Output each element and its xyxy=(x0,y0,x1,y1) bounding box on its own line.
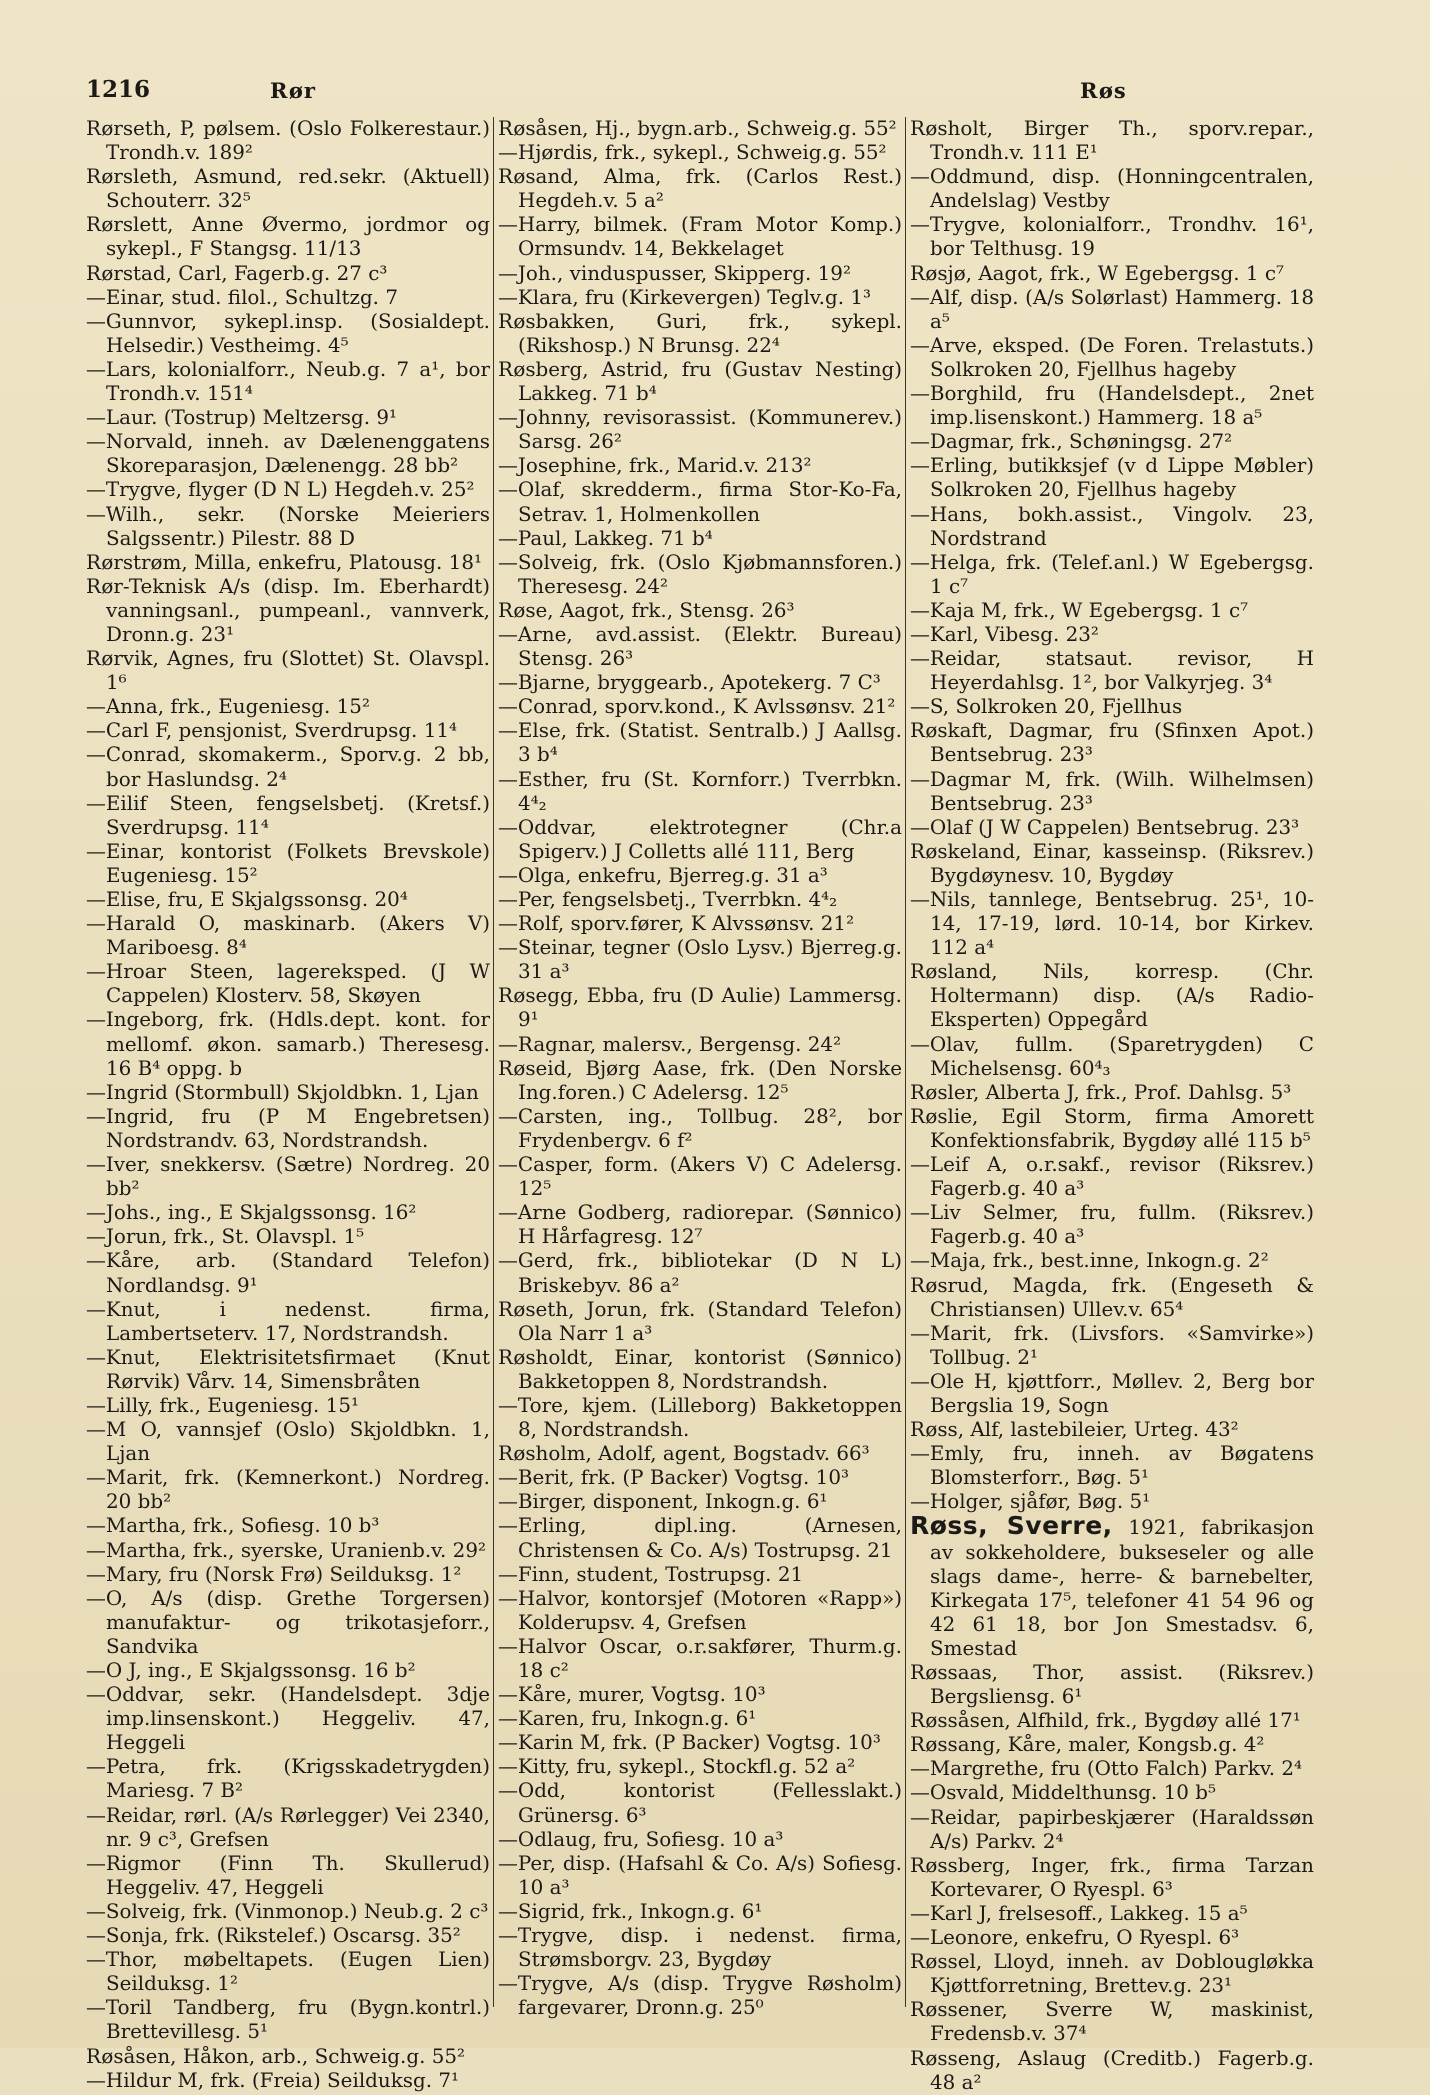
directory-entry: —Reidar, rørl. (A/s Rørlegger) Vei 2340, nr. 9 c³, Grefsen xyxy=(86,1803,490,1851)
directory-entry: —Martha, frk., syerske, Uranienb.v. 29² xyxy=(86,1538,486,1562)
directory-entry: —Johnny, revisorassist. (Kommunerev.) Sarsg. 26² xyxy=(498,406,902,454)
directory-entry: Røsland, Nils, korresp. (Chr. Holtermann) disp. (A/s Radio-Eksperten) Oppegård xyxy=(910,960,1314,1032)
directory-entry: —Einar, stud. filol., Schultzg. 7 xyxy=(86,285,398,309)
directory-entry: Rør-Teknisk A/s (disp. Im. Eberhardt) vanningsanl., pumpeanl., vannverk, Dronn.g. 23¹ xyxy=(86,574,490,646)
column-2 xyxy=(498,117,902,2022)
directory-entry: —Per, fengselsbetj., Tverrbkn. 4⁴₂ xyxy=(498,888,838,911)
directory-entry: —Eilif Steen, fengselsbetj. (Kretsf.) Sverdrupsg. 11⁴ xyxy=(86,791,490,839)
directory-entry: —Carsten, ing., Tollbug. 28², bor Frydenbergv. 6 f² xyxy=(498,1104,902,1152)
directory-entry: —Bjarne, bryggearb., Apotekerg. 7 C³ xyxy=(498,671,881,695)
directory-entry: —Dagmar, frk., Schøningsg. 27² xyxy=(910,430,1233,454)
highlighted-name: Røss, Sverre, xyxy=(910,1511,1113,1541)
directory-entry: Røsbakken, Guri, frk., sykepl. (Rikshosp.) N Brunsg. 22⁴ xyxy=(498,309,902,357)
directory-entry: —Knut, i nedenst. firma, Lambertseterv. 17, Nordstrandsh. xyxy=(86,1297,490,1345)
directory-entry: Røsseng, Aslaug (Creditb.) Fagerb.g. 48 a² xyxy=(910,2046,1314,2094)
column-divider xyxy=(493,117,494,2007)
directory-entry: —Rigmor (Finn Th. Skullerud) Heggeliv. 47, Heggeli xyxy=(86,1851,490,1899)
directory-entry: —Harry, bilmek. (Fram Motor Komp.) Ormsundv. 14, Bekkelaget xyxy=(498,213,902,261)
directory-entry: —Erling, dipl.ing. (Arnesen, Christensen & Co. A/s) Tostrupsg. 21 xyxy=(498,1514,902,1562)
directory-entry: —Liv Selmer, fru, fullm. (Riksrev.) Fagerb.g. 40 a³ xyxy=(910,1201,1314,1249)
directory-entry: Røss, Alf, lastebileier, Urteg. 43² xyxy=(910,1418,1239,1442)
directory-entry: —Klara, fru (Kirkevergen) Teglv.g. 1³ xyxy=(498,285,872,309)
directory-entry: —Olaf (J W Cappelen) Bentsebrug. 23³ xyxy=(910,815,1300,839)
directory-entry: —Toril Tandberg, fru (Bygn.kontrl.) Brettevillesg. 5¹ xyxy=(86,1996,490,2044)
directory-entry: —Finn, student, Tostrupsg. 21 xyxy=(498,1562,804,1586)
directory-entry: Røsjø, Aagot, frk., W Egebergsg. 1 c⁷ xyxy=(910,261,1284,285)
directory-entry: —Arne, avd.assist. (Elektr. Bureau) Stensg. 26³ xyxy=(498,622,902,671)
directory-entry: Røsler, Alberta J, frk., Prof. Dahlsg. 5³ xyxy=(910,1080,1292,1104)
directory-entry: —Arne Godberg, radiorepar. (Sønnico) H Hårfagresg. 12⁷ xyxy=(498,1201,902,1249)
directory-entry: —Harald O, maskinarb. (Akers V) Mariboesg. 8⁴ xyxy=(86,912,490,960)
directory-entry: —Kitty, fru, sykepl., Stockfl.g. 52 a² xyxy=(498,1755,856,1779)
directory-entry: —Sonja, frk. (Rikstelef.) Oscarsg. 35² xyxy=(86,1924,461,1948)
directory-entry: —Norvald, inneh. av Dælenenggatens Skoreparasjon, Dælenengg. 28 bb² xyxy=(86,430,490,478)
directory-entry: Røssberg, Inger, frk., firma Tarzan Kortevarer, O Ryespl. 6³ xyxy=(910,1853,1314,1901)
directory-entry: —Marit, frk. (Kemnerkont.) Nordreg. 20 bb² xyxy=(86,1466,490,1514)
directory-entry: —Josephine, frk., Marid.v. 213² xyxy=(498,454,812,478)
directory-entry: —Conrad, sporv.kond., K Avlssønsv. 21² xyxy=(498,695,896,719)
directory-entry: —Kåre, arb. (Standard Telefon) Nordlandsg. 9¹ xyxy=(86,1249,490,1297)
directory-entry: —Oddmund, disp. (Honningcentralen, Andelslag) Vestby xyxy=(910,165,1314,213)
column-divider xyxy=(905,117,906,2007)
directory-entry: —Paul, Lakkeg. 71 b⁴ xyxy=(498,526,713,550)
directory-entry: —Tore, kjem. (Lilleborg) Bakketoppen 8, Nordstrandsh. xyxy=(498,1393,902,1442)
directory-entry: —Ragnar, malersv., Bergensg. 24² xyxy=(498,1032,842,1056)
directory-entry: —Ole H, kjøttforr., Møllev. 2, Berg bor Bergslia 19, Sogn xyxy=(910,1369,1314,1417)
directory-entry: —Halvor, kontorsjef (Motoren «Rapp») Kolderupsv. 4, Grefsen xyxy=(498,1586,902,1634)
directory-entry: Røseid, Bjørg Aase, frk. (Den Norske Ing.foren.) C Adelersg. 12⁵ xyxy=(498,1056,902,1104)
directory-entry: —Holger, sjåfør, Bøg. 5¹ xyxy=(910,1490,1151,1514)
directory-entry: —Karl, Vibesg. 23² xyxy=(910,622,1099,646)
directory-entry: —Rolf, sporv.fører, K Alvssønsv. 21² xyxy=(498,912,855,936)
directory-entry: —Reidar, papirbeskjærer (Haraldssøn A/s) Parkv. 2⁴ xyxy=(910,1805,1314,1853)
column-3 xyxy=(910,117,1315,2094)
directory-entry: —Leonore, enkefru, O Ryespl. 6³ xyxy=(910,1926,1240,1950)
directory-entry: —Gunnvor, sykepl.insp. (Sosialdept. Helsedir.) Vestheimg. 4⁵ xyxy=(86,309,490,357)
directory-entry xyxy=(910,1511,1315,1661)
directory-entry: —Anna, frk., Eugeniesg. 15² xyxy=(86,695,370,719)
directory-entry: Røskeland, Einar, kasseinsp. (Riksrev.) Bygdøynesv. 10, Bygdøy xyxy=(910,839,1314,887)
directory-entry: —Halvor Oscar, o.r.sakfører, Thurm.g. 18 c² xyxy=(498,1634,902,1682)
directory-entry: Røssel, Lloyd, inneh. av Doblougløkka Kjøttforretning, Brettev.g. 23¹ xyxy=(910,1950,1314,1998)
directory-entry: —Olga, enkefru, Bjerreg.g. 31 a³ xyxy=(498,863,828,887)
column-1 xyxy=(86,117,490,2092)
directory-entry: —O J, ing., E Skjalgssonsg. 16 b² xyxy=(86,1659,416,1682)
directory-entry: Røssener, Sverre W, maskinist, Fredensb.v. 37⁴ xyxy=(910,1998,1314,2046)
directory-entry: —Osvald, Middelthunsg. 10 b⁵ xyxy=(910,1781,1216,1805)
directory-entry: —Casper, form. (Akers V) C Adelersg. 12⁵ xyxy=(498,1153,902,1201)
directory-entry: Rørseth, P, pølsem. (Oslo Folkerestaur.) Trondh.v. 189² xyxy=(86,117,490,165)
directory-entry: —Borghild, fru (Handelsdept., 2net imp.lisenskont.) Hammerg. 18 a⁵ xyxy=(910,382,1314,430)
directory-entry: —Oddvar, sekr. (Handelsdept. 3dje imp.linsenskont.) Heggeliv. 47, Heggeli xyxy=(86,1683,490,1755)
directory-entry: —Karin M, frk. (P Backer) Vogtsg. 10³ xyxy=(498,1731,881,1755)
directory-entry: —Ingrid (Stormbull) Skjoldbkn. 1, Ljan xyxy=(86,1080,479,1104)
directory-entry: Røseth, Jorun, frk. (Standard Telefon) Ola Narr 1 a³ xyxy=(498,1297,902,1345)
directory-entry: —Martha, frk., Sofiesg. 10 b³ xyxy=(86,1514,380,1538)
directory-entry: —Odlaug, fru, Sofiesg. 10 a³ xyxy=(498,1827,784,1851)
directory-entry: Røsberg, Astrid, fru (Gustav Nesting) Lakkeg. 71 b⁴ xyxy=(498,357,902,406)
directory-entry: —Thor, møbeltapets. (Eugen Lien) Seilduksg. 1² xyxy=(86,1948,490,1996)
directory-entry: Røsrud, Magda, frk. (Engeseth & Christiansen) Ullev.v. 65⁴ xyxy=(910,1273,1314,1321)
directory-entry: Røsholdt, Einar, kontorist (Sønnico) Bakketoppen 8, Nordstrandsh. xyxy=(498,1345,902,1393)
directory-entry: —Lilly, frk., Eugeniesg. 15¹ xyxy=(86,1393,359,1417)
directory-entry: —Knut, Elektrisitetsfirmaet (Knut Rørvik) Vårv. 14, Simensbråten xyxy=(86,1345,490,1393)
directory-entry: —Trygve, flyger (D N L) Hegdeh.v. 25² xyxy=(86,478,475,502)
directory-entry: —Margrethe, fru (Otto Falch) Parkv. 2⁴ xyxy=(910,1757,1302,1781)
directory-entry: —Sigrid, frk., Inkogn.g. 6¹ xyxy=(498,1899,763,1923)
directory-entry: Rørvik, Agnes, fru (Slottet) St. Olavspl. 1⁶ xyxy=(86,647,490,695)
directory-entry: —Leif A, o.r.sakf., revisor (Riksrev.) Fagerb.g. 40 a³ xyxy=(910,1153,1314,1201)
directory-entry: —Mary, fru (Norsk Frø) Seilduksg. 1² xyxy=(86,1562,462,1586)
directory-entry: Røsand, Alma, frk. (Carlos Rest.) Hegdeh.v. 5 a² xyxy=(498,165,902,213)
directory-entry: —Reidar, statsaut. revisor, H Heyerdahlsg. 1², bor Valkyrjeg. 3⁴ xyxy=(910,647,1314,695)
directory-entry: —Helga, frk. (Telef.anl.) W Egebergsg. 1 c⁷ xyxy=(910,550,1314,598)
directory-entry: —Ingeborg, frk. (Hdls.dept. kont. for mellomf. økon. samarb.) Theresesg. 16 B⁴ oppg. b xyxy=(86,1008,490,1080)
directory-entry: —Hroar Steen, lagereksped. (J W Cappelen) Klosterv. 58, Skøyen xyxy=(86,960,490,1008)
directory-entry: —Birger, disponent, Inkogn.g. 6¹ xyxy=(498,1490,828,1514)
directory-entry: —Per, disp. (Hafsahl & Co. A/s) Sofiesg. 10 a³ xyxy=(498,1851,902,1899)
directory-entry: —Trygve, kolonialforr., Trondhv. 16¹, bor Telthusg. 19 xyxy=(910,213,1314,261)
directory-entry: —Emly, fru, inneh. av Bøgatens Blomsterforr., Bøg. 5¹ xyxy=(910,1442,1314,1490)
directory-entry: —O, A/s (disp. Grethe Torgersen) manufaktur- og trikotasjeforr., Sandvika xyxy=(86,1586,490,1658)
directory-entry: —Carl F, pensjonist, Sverdrupsg. 11⁴ xyxy=(86,719,457,743)
directory-entry: —Lars, kolonialforr., Neub.g. 7 a¹, bor Trondh.v. 151⁴ xyxy=(86,357,490,406)
directory-entry: —Olaf, skredderm., firma Stor-Ko-Fa, Setrav. 1, Holmenkollen xyxy=(498,478,902,526)
directory-entry: —Laur. (Tostrup) Meltzersg. 9¹ xyxy=(86,406,397,430)
left-guide-word: Rør xyxy=(270,78,316,103)
directory-entry: —Solveig, frk. (Oslo Kjøbmannsforen.) Theresesg. 24² xyxy=(498,550,902,598)
directory-entry: —Conrad, skomakerm., Sporv.g. 2 bb, bor Haslundsg. 2⁴ xyxy=(86,743,490,791)
directory-entry: —Einar, kontorist (Folkets Brevskole) Eugeniesg. 15² xyxy=(86,839,490,887)
directory-entry: —Johs., ing., E Skjalgssonsg. 16² xyxy=(86,1201,417,1225)
directory-entry: —Berit, frk. (P Backer) Vogtsg. 10³ xyxy=(498,1466,849,1490)
directory-entry: —M O, vannsjef (Oslo) Skjoldbkn. 1, Ljan xyxy=(86,1418,490,1466)
directory-entry: —Ingrid, fru (P M Engebretsen) Nordstrandv. 63, Nordstrandsh. xyxy=(86,1104,490,1152)
directory-entry: Rørstad, Carl, Fagerb.g. 27 c³ xyxy=(86,261,388,285)
directory-entry: Røssaas, Thor, assist. (Riksrev.) Bergsliensg. 6¹ xyxy=(910,1661,1314,1709)
directory-entry: —Dagmar M, frk. (Wilh. Wilhelmsen) Bentsebrug. 23³ xyxy=(910,767,1314,815)
directory-entry: —Trygve, disp. i nedenst. firma, Strømsborgv. 23, Bygdøy xyxy=(498,1924,902,1972)
right-guide-word: Røs xyxy=(1080,78,1127,103)
directory-entry: —Esther, fru (St. Kornforr.) Tverrbkn. 4⁴₂ xyxy=(498,767,902,815)
directory-entry: Røssåsen, Alfhild, frk., Bygdøy allé 17¹ xyxy=(910,1709,1301,1733)
directory-entry: Røsegg, Ebba, fru (D Aulie) Lammersg. 9¹ xyxy=(498,984,902,1032)
directory-entry: —Arve, eksped. (De Foren. Trelastuts.) Solkroken 20, Fjellhus hageby xyxy=(910,333,1314,381)
directory-entry: —Kåre, murer, Vogtsg. 10³ xyxy=(498,1683,766,1707)
directory-entry: —Karen, fru, Inkogn.g. 6¹ xyxy=(498,1707,757,1731)
directory-entry: —Marit, frk. (Livsfors. «Samvirke») Tollbug. 2¹ xyxy=(910,1321,1314,1369)
directory-entry: —Iver, snekkersv. (Sætre) Nordreg. 20 bb² xyxy=(86,1153,490,1201)
directory-entry: Rørstrøm, Milla, enkefru, Platousg. 18¹ xyxy=(86,550,482,574)
directory-entry: Røsholm, Adolf, agent, Bogstadv. 66³ xyxy=(498,1442,870,1466)
directory-entry: —Hans, bokh.assist., Vingolv. 23, Nordstrand xyxy=(910,502,1314,550)
directory-entry: Rørslett, Anne Øvermo, jordmor og sykepl., F Stangsg. 11/13 xyxy=(86,213,490,261)
directory-entry: —Jorun, frk., St. Olavspl. 1⁵ xyxy=(86,1225,365,1249)
directory-entry: —Nils, tannlege, Bentsebrug. 25¹, 10-14, 17-19, lørd. 10-14, bor Kirkev. 112 a⁴ xyxy=(910,888,1314,960)
directory-entry: Røskaft, Dagmar, fru (Sfinxen Apot.) Bentsebrug. 23³ xyxy=(910,719,1314,767)
directory-entry: —Else, frk. (Statist. Sentralb.) J Aallsg. 3 b⁴ xyxy=(498,719,902,767)
directory-entry: —Oddvar, elektrotegner (Chr.a Spigerv.) J Colletts allé 111, Berg xyxy=(498,815,902,863)
directory-entry: —S, Solkroken 20, Fjellhus xyxy=(910,695,1183,719)
directory-entry: —Solveig, frk. (Vinmonop.) Neub.g. 2 c³ xyxy=(86,1899,489,1923)
directory-entry: Røssang, Kåre, maler, Kongsb.g. 4² xyxy=(910,1733,1265,1757)
directory-entry: —Steinar, tegner (Oslo Lysv.) Bjerreg.g. 31 a³ xyxy=(498,936,902,984)
highlighted-details: 1921, fabrikasjon av sokkeholdere, bukseseler og alle slags dame-, herre- & barnebelter, Kirkegata 17⁵, telefoner 41 54 96 og 42 61 18, bor Jon Smestadsv. 6, Smestad xyxy=(930,1516,1315,1660)
directory-entry: —Trygve, A/s (disp. Trygve Røsholm) fargevarer, Dronn.g. 25⁰ xyxy=(498,1972,902,2020)
directory-entry: —Kaja M, frk., W Egebergsg. 1 c⁷ xyxy=(910,598,1249,622)
directory-entry: —Wilh., sekr. (Norske Meieriers Salgssentr.) Pilestr. 88 D xyxy=(86,502,490,550)
directory-entry: —Elise, fru, E Skjalgssonsg. 20⁴ xyxy=(86,888,408,911)
directory-entry: —Karl J, frelsesoff., Lakkeg. 15 a⁵ xyxy=(910,1901,1248,1925)
directory-entry: —Gerd, frk., bibliotekar (D N L) Briskebyv. 86 a² xyxy=(498,1249,902,1297)
directory-entry: Røsåsen, Håkon, arb., Schweig.g. 55² xyxy=(86,2044,466,2068)
directory-entry: —Joh., vinduspusser, Skipperg. 19² xyxy=(498,261,851,285)
directory-entry: Røse, Aagot, frk., Stensg. 26³ xyxy=(498,598,795,622)
directory-entry: —Alf, disp. (A/s Solørlast) Hammerg. 18 a⁵ xyxy=(910,285,1314,333)
directory-entry: —Olav, fullm. (Sparetrygden) C Michelsensg. 60⁴₃ xyxy=(910,1032,1314,1080)
directory-entry: Rørsleth, Asmund, red.sekr. (Aktuell) Schouterr. 32⁵ xyxy=(86,165,490,213)
directory-entry: —Odd, kontorist (Fellesslakt.) Grünersg. 6³ xyxy=(498,1779,902,1827)
directory-entry: Røsholt, Birger Th., sporv.repar., Trondh.v. 111 E¹ xyxy=(910,117,1314,165)
directory-entry: —Hildur M, frk. (Freia) Seilduksg. 7¹ xyxy=(86,2068,459,2092)
directory-entry: Røslie, Egil Storm, firma Amorett Konfektionsfabrik, Bygdøy allé 115 b⁵ xyxy=(910,1104,1314,1152)
directory-entry: —Petra, frk. (Krigsskadetrygden) Mariesg. 7 B² xyxy=(86,1755,490,1803)
directory-entry: —Maja, frk., best.inne, Inkogn.g. 2² xyxy=(910,1249,1269,1273)
directory-entry: —Erling, butikksjef (v d Lippe Møbler) Solkroken 20, Fjellhus hageby xyxy=(910,454,1314,502)
directory-entry: —Hjørdis, frk., sykepl., Schweig.g. 55² xyxy=(498,141,887,165)
page-number: 1216 xyxy=(86,76,151,103)
directory-entry: Røsåsen, Hj., bygn.arb., Schweig.g. 55² xyxy=(498,117,897,140)
